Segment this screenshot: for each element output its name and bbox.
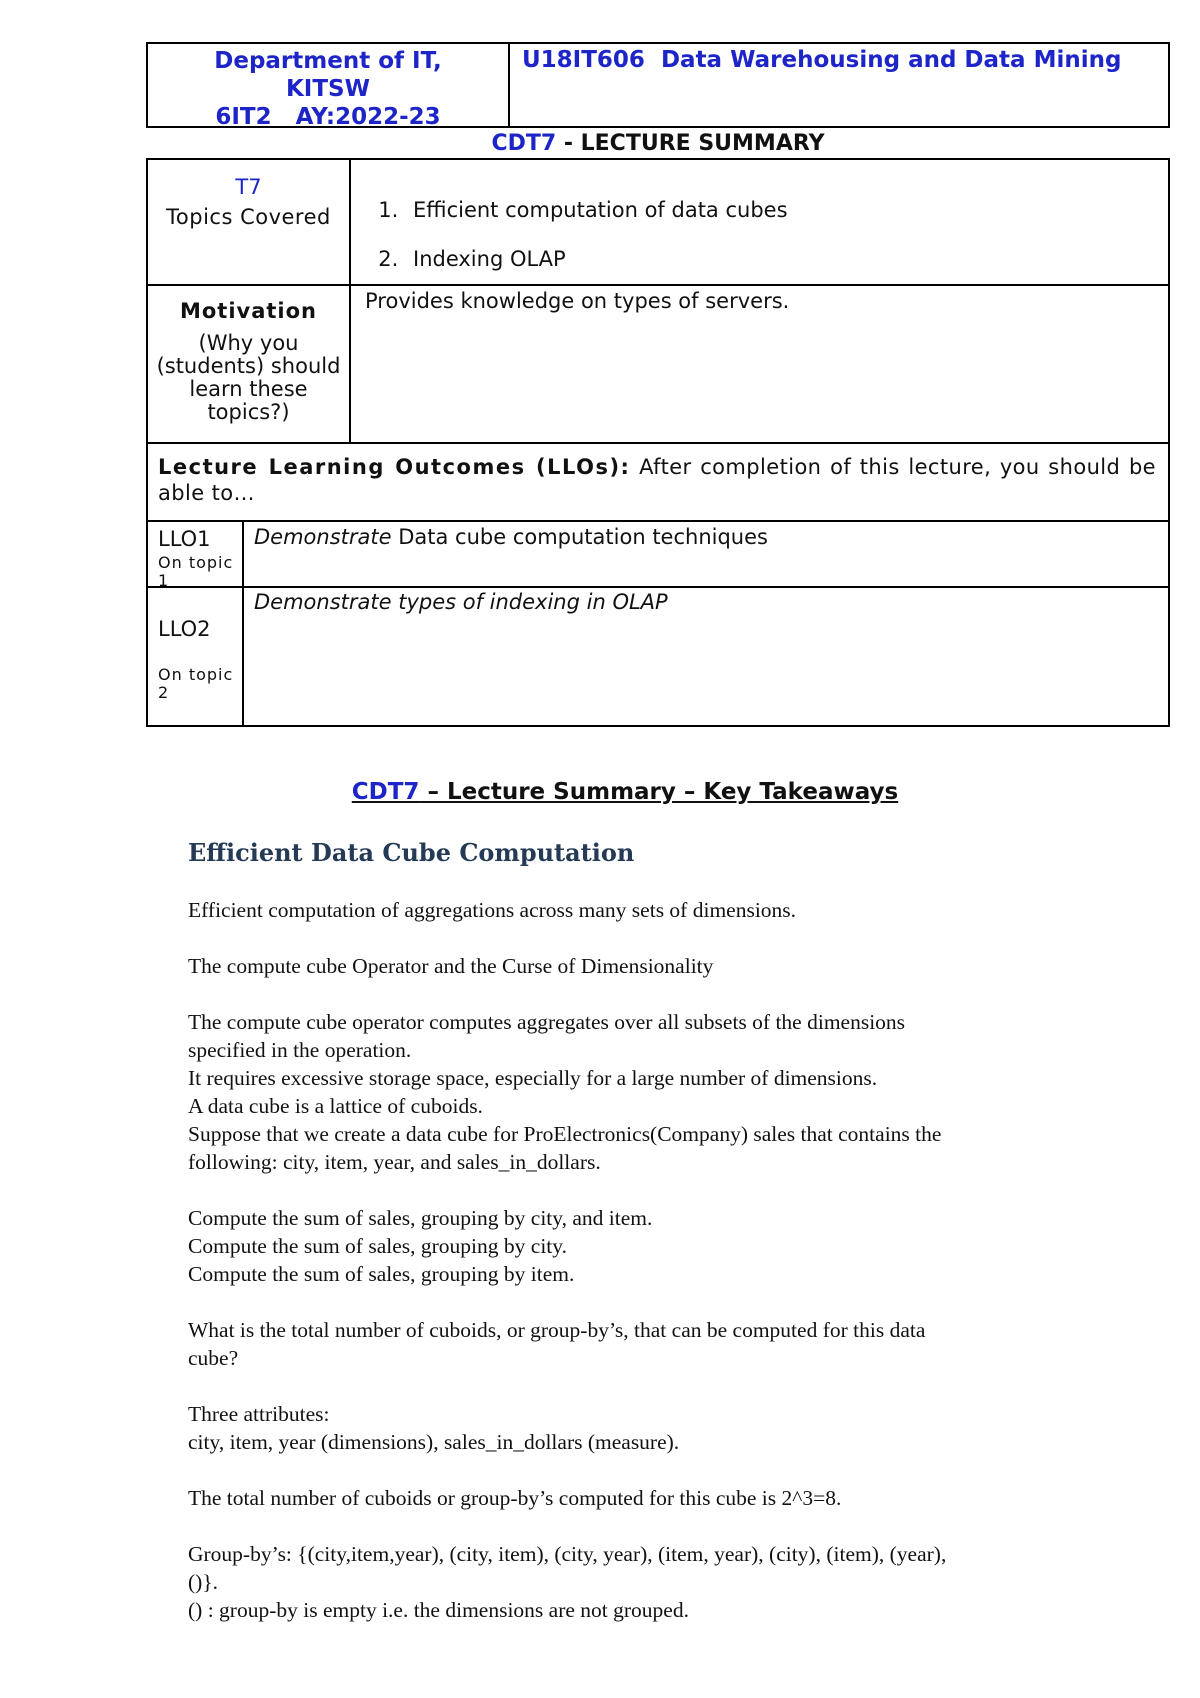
motivation-label-cell xyxy=(148,286,351,442)
summary-code: CDT7 xyxy=(491,131,557,156)
paragraph-1: Efficient computation of aggregations across many sets of dimensions. xyxy=(188,898,797,922)
llo1-verb: Demonstrate xyxy=(254,525,392,549)
llo2-topic: On topic 2 xyxy=(158,665,234,702)
llo2-text-cell xyxy=(244,588,1168,727)
llo2-label-cell xyxy=(148,588,244,727)
llo1-id: LLO1 xyxy=(158,527,211,551)
topics-row xyxy=(148,160,1168,286)
paragraph-3-line-6: following: city, item, year, and sales_in_dollars. xyxy=(188,1150,601,1174)
course-title: U18IT606 Data Warehousing and Data Mining xyxy=(522,47,1122,73)
topic-code: T7 xyxy=(235,175,262,199)
llo1-row xyxy=(148,522,1168,588)
department-line2: KITSW xyxy=(285,76,370,102)
paragraph-7: The total number of cuboids or group-by’s computed for this cube is 2^3=8. xyxy=(188,1486,842,1510)
lecture-summary-title xyxy=(146,129,1170,159)
paragraph-8-line-3: () : group-by is empty i.e. the dimensions are not grouped. xyxy=(188,1598,689,1622)
llo1-text-cell xyxy=(244,522,1168,586)
takeaways-heading: – Lecture Summary – Key Takeaways xyxy=(419,779,899,805)
paragraph-8-line-1: Group-by’s: {(city,item,year), (city, item), (city, year), (item, year), (city), (item), (year), xyxy=(188,1542,947,1566)
motivation-subtitle: (Why you (students) should learn these topics?) xyxy=(156,331,341,424)
department-cell xyxy=(148,44,510,130)
header-table xyxy=(146,42,1170,128)
paragraph-6-line-2: city, item, year (dimensions), sales_in_dollars (measure). xyxy=(188,1430,680,1454)
llo2-row xyxy=(148,588,1168,727)
department-line1: Department of IT, xyxy=(214,48,442,74)
llo-intro-cell xyxy=(148,444,1168,520)
motivation-row xyxy=(148,286,1168,444)
paragraph-5-line-2: cube? xyxy=(188,1346,239,1370)
paragraph-3-line-3: It requires excessive storage space, especially for a large number of dimensions. xyxy=(188,1066,878,1090)
summary-heading: - LECTURE SUMMARY xyxy=(556,131,825,156)
paragraph-3-line-4: A data cube is a lattice of cuboids. xyxy=(188,1094,483,1118)
paragraph-4-line-1: Compute the sum of sales, grouping by city, and item. xyxy=(188,1206,653,1230)
topic-item-2: 2. Indexing OLAP xyxy=(405,235,1168,284)
topic-item-1: 1. Efficient computation of data cubes xyxy=(405,186,1168,235)
paragraph-2: The compute cube Operator and the Curse of Dimensionality xyxy=(188,954,714,978)
motivation-text: Provides knowledge on types of servers. xyxy=(365,289,790,313)
llo-intro-text: After completion of this lecture, you should be able to… xyxy=(158,455,1156,505)
llo1-label-cell xyxy=(148,522,244,590)
paragraph-4-line-3: Compute the sum of sales, grouping by item. xyxy=(188,1262,575,1286)
paragraph-5-line-1: What is the total number of cuboids, or group-by’s, that can be computed for this data xyxy=(188,1318,926,1342)
class-year: 6IT2 AY:2022-23 xyxy=(215,104,441,130)
topics-list-cell xyxy=(351,160,1168,284)
llo1-text: Data cube computation techniques xyxy=(391,525,768,549)
topics-label-cell xyxy=(148,160,351,284)
takeaways-code: CDT7 xyxy=(351,779,420,805)
topics-label: Topics Covered xyxy=(166,205,331,229)
llo-intro-bold: Lecture Learning Outcomes (LLOs): xyxy=(158,455,631,479)
paragraph-3-line-5: Suppose that we create a data cube for ProElectronics(Company) sales that contains the xyxy=(188,1122,942,1146)
llo-intro-row xyxy=(148,444,1168,522)
paragraph-4-line-2: Compute the sum of sales, grouping by city. xyxy=(188,1234,567,1258)
paragraph-3-line-1: The compute cube operator computes aggregates over all subsets of the dimensions xyxy=(188,1010,906,1034)
paragraph-6-line-1: Three attributes: xyxy=(188,1402,330,1426)
topics-list xyxy=(365,186,1168,284)
section-heading: Efficient Data Cube Computation xyxy=(188,838,635,867)
llo1-topic: On topic 1 xyxy=(158,553,234,590)
summary-table xyxy=(146,158,1170,727)
llo2-id: LLO2 xyxy=(158,617,211,641)
paragraph-3-line-2: specified in the operation. xyxy=(188,1038,412,1062)
llo2-verb: Demonstrate types of indexing in OLAP xyxy=(254,590,668,614)
motivation-label: Motivation xyxy=(179,299,318,323)
key-takeaways-title xyxy=(0,779,1200,805)
paragraph-8-line-2: ()}. xyxy=(188,1570,219,1594)
motivation-text-cell xyxy=(351,286,1168,442)
takeaways-body xyxy=(188,896,1068,1624)
